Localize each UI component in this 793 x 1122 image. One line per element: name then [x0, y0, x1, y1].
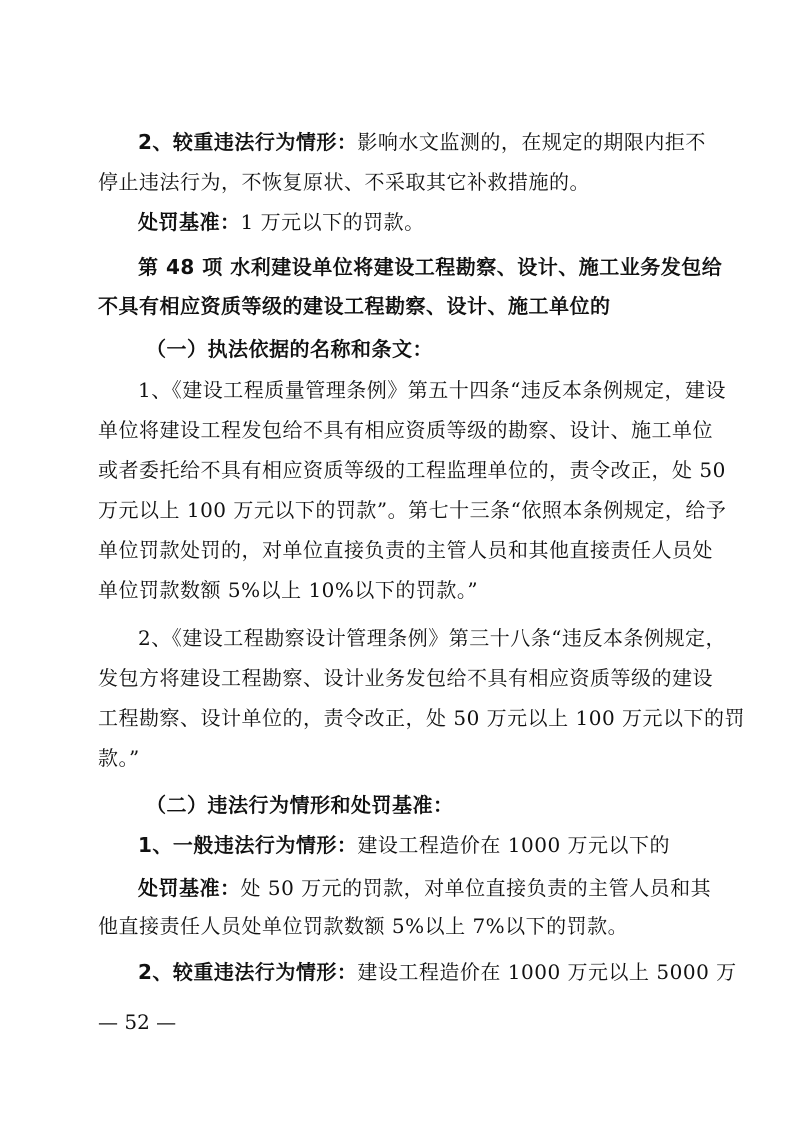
penalty-standard-text: 处 50 万元的罚款，对单位直接负责的主管人员和其	[240, 876, 712, 900]
serious-violation-2	[138, 960, 738, 984]
law-1-line: 或者委托给不具有相应资质等级的工程监理单位的，责令改正，处 50	[98, 458, 726, 482]
item-48-title-line-1: 第 48 项 水利建设单位将建设工程勘察、设计、施工业务发包给	[138, 255, 723, 279]
page-number: — 52 —	[98, 1010, 177, 1034]
penalty-standard-heading: 处罚基准：	[138, 876, 241, 900]
law-1-line: 万元以上 100 万元以下的罚款”。第七十三条“依照本条例规定，给予	[98, 498, 727, 522]
law-2-line: 款。”	[98, 746, 140, 770]
law-2-line: 发包方将建设工程勘察、设计业务发包给不具有相应资质等级的建设	[98, 666, 713, 690]
paragraph-serious-violation-1	[138, 130, 738, 154]
section-1-heading: （一）执法依据的名称和条文：	[146, 337, 433, 361]
serious-violation-heading: 2、较重违法行为情形：	[138, 960, 358, 984]
serious-violation-text: 建设工程造价在 1000 万元以上 5000 万	[357, 960, 737, 984]
general-violation-text: 建设工程造价在 1000 万元以下的	[357, 833, 671, 857]
penalty-standard-text: 1 万元以下的罚款。	[240, 210, 425, 234]
general-violation	[138, 833, 738, 857]
penalty-standard-2	[138, 876, 738, 900]
section-2-heading: （二）违法行为情形和处罚基准：	[146, 793, 454, 817]
law-1-line: 1、《建设工程质量管理条例》第五十四条“违反本条例规定，建设	[138, 378, 726, 402]
penalty-standard-heading: 处罚基准：	[138, 210, 241, 234]
law-1-line: 单位罚款处罚的，对单位直接负责的主管人员和其他直接责任人员处	[98, 538, 713, 562]
serious-violation-heading: 2、较重违法行为情形：	[138, 130, 358, 154]
law-1-line: 单位罚款数额 5%以上 10%以下的罚款。”	[98, 578, 479, 602]
paragraph-line: 停止违法行为，不恢复原状、不采取其它补救措施的。	[98, 170, 590, 194]
penalty-standard-1	[138, 210, 738, 234]
paragraph-line: 他直接责任人员处单位罚款数额 5%以上 7%以下的罚款。	[98, 914, 629, 938]
general-violation-heading: 1、一般违法行为情形：	[138, 833, 358, 857]
law-1-line: 单位将建设工程发包给不具有相应资质等级的勘察、设计、施工单位	[98, 418, 713, 442]
law-2-line: 2、《建设工程勘察设计管理条例》第三十八条“违反本条例规定，	[138, 626, 726, 650]
item-48-title-line-2: 不具有相应资质等级的建设工程勘察、设计、施工单位的	[98, 294, 611, 318]
serious-violation-text: 影响水文监测的，在规定的期限内拒不	[357, 130, 706, 154]
law-2-line: 工程勘察、设计单位的，责令改正，处 50 万元以上 100 万元以下的罚	[98, 706, 746, 730]
